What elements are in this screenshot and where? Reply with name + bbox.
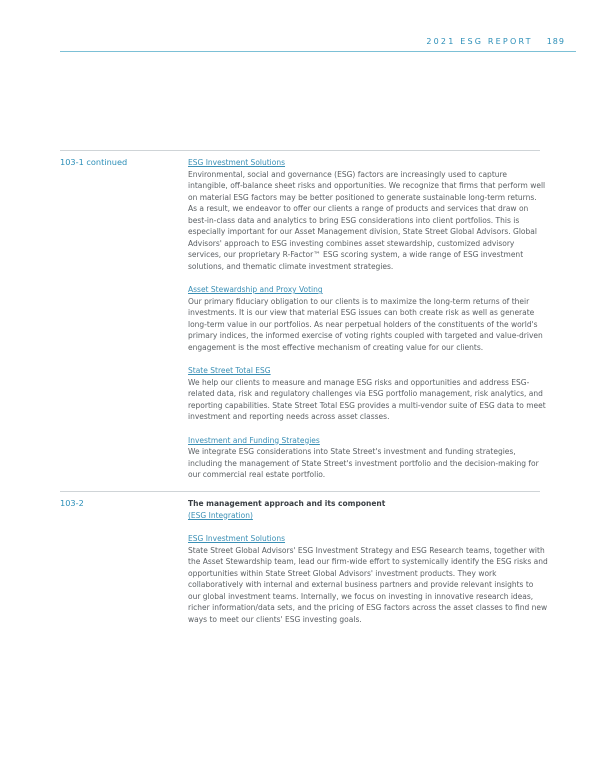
- section-label-103-2: 103-2: [60, 498, 84, 508]
- subheading-esg-investment-solutions[interactable]: ESG Investment Solutions: [188, 534, 286, 543]
- paragraph: State Street Global Advisors' ESG Investment Strategy and ESG Research teams, together with the Asset Stewardship team, lead our firm-wide effort to systemically identify the ESG risks and opportunities within State Street Global Advisors' investment products. They work collaboratively with internal and external business partners and provide relevant insights to our global investment teams. Internally, we focus on investing in innovative research ideas, richer information/data sets, and the pricing of ESG factors across the asset classes to find new ways to meet our clients' ESG investing goals.: [188, 545, 548, 624]
- text-block: [188, 284, 548, 353]
- subheading-total-esg[interactable]: State Street Total ESG: [188, 366, 271, 375]
- section-title: The management approach and its component: [188, 499, 386, 508]
- paragraph: We help our clients to measure and manage ESG risks and opportunities and address ESG-related data, risk and regulatory challenges via ESG portfolio management, risk analytics, and reporting capabilities. State Street Total ESG provides a multi-vendor suite of ESG data to meet investment and reporting needs across asset classes.: [188, 377, 546, 421]
- text-block: [188, 533, 548, 625]
- section-label-103-1: 103-1 continued: [60, 157, 128, 167]
- text-block: [188, 157, 548, 272]
- section-divider: [60, 491, 540, 492]
- report-title: 2021 ESG REPORT: [426, 37, 533, 46]
- paragraph: We integrate ESG considerations into State Street's investment and funding strategies, including the management of State Street's investment portfolio and the decision-making for our commercial real estate portfolio.: [188, 447, 539, 479]
- paragraph: Our primary fiduciary obligation to our clients is to maximize the long-term returns of their investments. It is our view that material ESG issues can both create risk as well as generate long-term value in our portfolios. As near perpetual holders of the constituents of the world's primary indices, the informed exercise of voting rights coupled with targeted and value-driven engagement is the most effective mechanism of creating value for our clients.: [188, 296, 543, 352]
- page-header: [426, 37, 565, 46]
- subheading-investment-funding[interactable]: Investment and Funding Strategies: [188, 435, 320, 445]
- paragraph: Environmental, social and governance (ESG) factors are increasingly used to capture intangible, off-balance sheet risks and opportunities. We recognize that firms that perform well on material ESG factors may be better positioned to generate sustainable long-term returns. As a result, we endeavor to offer our clients a range of products and services that draw on best-in-class data and analytics to bring ESG considerations into client portfolios. This is especially important for our Asset Management division, State Street Global Advisors. Global Advisors' approach to ESG investing combines asset stewardship, customized advisory services, our proprietary R-Factor™ ESG scoring system, a wide range of ESG investment solutions, and thematic climate investment strategies.: [188, 169, 546, 271]
- text-block: [188, 365, 548, 423]
- section-divider: [60, 150, 540, 151]
- section-subtitle[interactable]: (ESG Integration): [188, 510, 253, 520]
- page-number: 189: [546, 37, 565, 46]
- subheading-asset-stewardship[interactable]: Asset Stewardship and Proxy Voting: [188, 285, 323, 294]
- header-divider: [60, 51, 576, 52]
- section-title-block: [188, 498, 548, 521]
- section-103-1-content: [188, 157, 548, 493]
- text-block: [188, 435, 548, 481]
- subheading-esg-investment-solutions[interactable]: ESG Investment Solutions: [188, 158, 286, 167]
- section-103-2-content: [188, 498, 548, 637]
